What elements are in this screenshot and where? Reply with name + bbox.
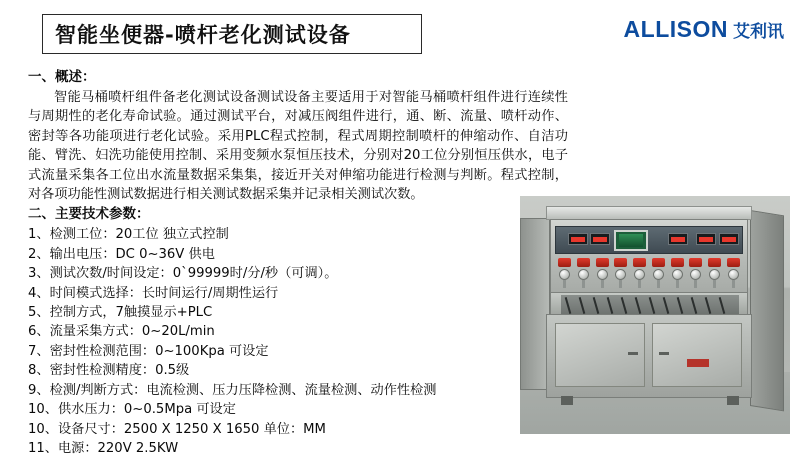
cabinet-door-left[interactable] (555, 323, 645, 387)
cabinet-hose-bay (550, 292, 748, 316)
digital-meter (719, 233, 739, 245)
list-item: 7、密封性检测范围：0~100Kpa 可设定 (28, 343, 269, 359)
list-item: 8、密封性检测精度：0.5级 (28, 363, 190, 379)
valve-station (557, 258, 572, 288)
digital-meter (696, 233, 716, 245)
list-item: 2、输出电压：DC 0~36V 供电 (28, 246, 215, 262)
brand-logo (624, 16, 784, 43)
equipment-photo (520, 196, 790, 434)
valve-station (651, 258, 666, 288)
digital-meter (590, 233, 610, 245)
hmi-screen (619, 234, 643, 247)
hmi-touchscreen[interactable] (614, 230, 648, 251)
section-2-heading: 二、主要技术参数： (28, 206, 150, 223)
valve-station (576, 258, 591, 288)
valve-station (726, 258, 741, 288)
warning-label (687, 359, 709, 367)
list-item: 9、检测/判断方式：电流检测、压力压降检测、流量检测、动作性检测 (28, 382, 437, 398)
brand-name-cn: 艾利讯 (733, 22, 784, 42)
cabinet-door-right[interactable] (652, 323, 742, 387)
list-item: 1、检测工位：20工位 独立式控制 (28, 227, 229, 243)
valve-station (632, 258, 647, 288)
list-item: 11、电源：220V 2.5KW (28, 440, 179, 456)
list-item: 10、供水压力：0~0.5Mpa 可设定 (28, 402, 236, 418)
control-panel (555, 226, 743, 254)
test-machine-cabinet (544, 206, 768, 406)
digital-meter (668, 233, 688, 245)
section-1-heading: 一、概述： (28, 69, 96, 85)
cabinet-foot (561, 396, 573, 405)
valve-station (670, 258, 685, 288)
cabinet-lower-section (546, 314, 752, 398)
list-item: 4、时间模式选择：长时间运行/周期性运行 (28, 285, 279, 301)
page-title-box (42, 14, 422, 54)
valve-station (688, 258, 703, 288)
section-1-paragraph: 智能马桶喷杆组件备老化测试设备测试设备主要适用于对智能马桶喷杆组件进行连续性与周期性的老化寿命试验。通过测试平台，对减压阀组件进行，通、断、流量、喷杆动作、密封等各功能项进行老化试验。采用PLC程式控制，程式周期控制喷杆的伸缩动作、自洁功能、臂洗、妇洗功能使用控制、采用变频水泵恒压技术，分别对20工位分别恒压供水，电子式流量采集各工位出水流量数据采集集，接近开关对伸缩功能进行检测与判断。程式控制，对各项功能性测试数据进行相关测试数据采集并记录相关测试次数。 (28, 90, 568, 203)
content-body (28, 68, 568, 458)
valve-station (613, 258, 628, 288)
list-item: 5、控制方式，7触摸显示+PLC (28, 305, 213, 321)
valve-station-row (557, 258, 741, 288)
list-item: 3、测试次数/时间设定：0`99999时/分/秒（可调）。 (28, 266, 338, 282)
cabinet-top (546, 206, 752, 220)
valve-station (707, 258, 722, 288)
spec-list (28, 225, 568, 458)
cabinet-side-panel (750, 210, 784, 411)
page-title: 智能坐便器-喷杆老化测试设备 (55, 23, 351, 47)
brand-name-en: ALLISON (623, 16, 728, 42)
list-item: 10、设备尺寸：2500 X 1250 X 1650 单位：MM (28, 421, 326, 437)
cabinet-upper-section (550, 219, 748, 293)
list-item: 6、流量采集方式：0~20L/min (28, 324, 215, 340)
hose-bundle (561, 295, 739, 315)
valve-station (595, 258, 610, 288)
cabinet-foot (727, 396, 739, 405)
digital-meter (568, 233, 588, 245)
